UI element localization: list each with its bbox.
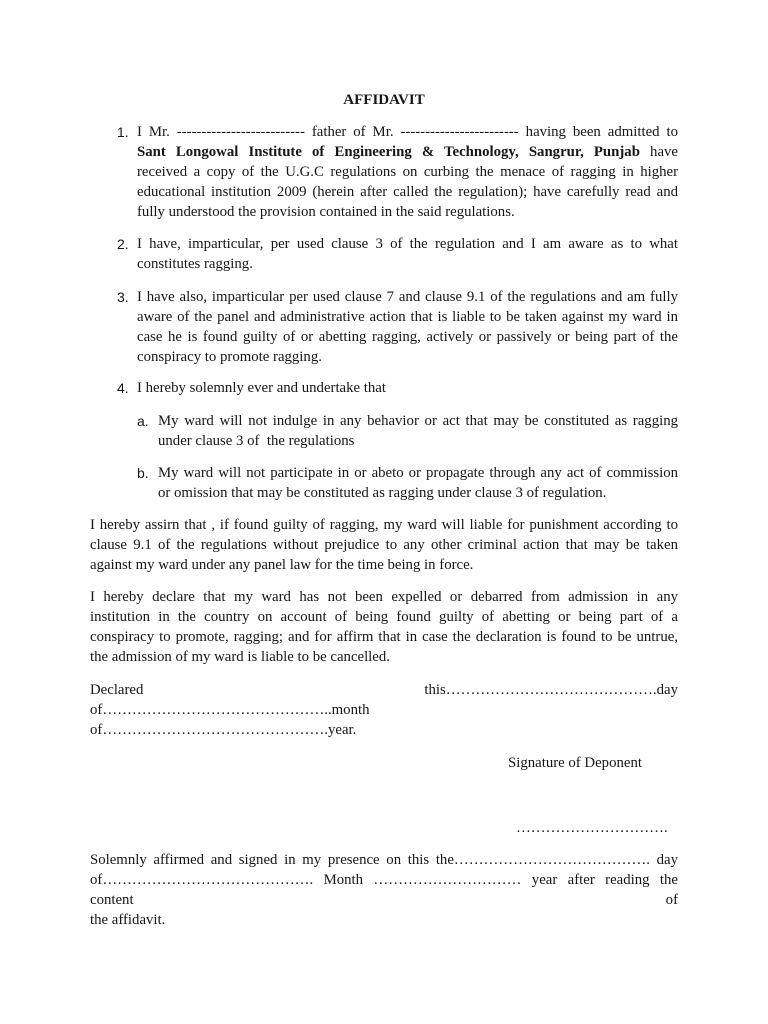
declaration-paragraph <box>90 587 678 667</box>
list-marker: 2. <box>117 236 129 252</box>
attestation-line: the affidavit. <box>90 912 166 928</box>
assurance-paragraph <box>90 515 678 575</box>
attestation-line: of……………………………………. Month ………………………… year after reading the content of <box>90 872 678 908</box>
list-item-3 <box>90 287 678 367</box>
undertaking-b <box>90 463 678 503</box>
list-item-4 <box>90 378 678 398</box>
list-item-line: I hereby solemnly ever and undertake that <box>137 380 386 396</box>
paragraph-line: clause 9.1 of the regulations without prejudice to any other criminal action that may be taken <box>90 537 678 553</box>
list-item-line: I Mr. -------------------------- father of Mr. ------------------------ having been admitted to <box>137 124 678 140</box>
institute-name: Sant Longowal Institute of Engineering & Technology, Sangrur, Punjab <box>137 144 640 160</box>
undertaking-a <box>90 411 678 451</box>
list-item-line: educational institution 2009 (herein after called the regulation); have carefully read and <box>137 184 678 200</box>
sub-list-marker: a. <box>137 413 149 429</box>
signature-line: …………………………. <box>516 820 668 836</box>
list-item-1 <box>90 122 678 222</box>
paragraph-line: the admission of my ward is liable to be cancelled. <box>90 649 390 665</box>
undertaking-line: My ward will not participate in or abeto or propagate through any act of commission <box>158 465 678 481</box>
list-item-line: case he is found guilty of or abetting ragging, actively or passively or being part of the <box>137 329 678 345</box>
declaration-date <box>90 680 678 740</box>
undertaking-line: My ward will not indulge in any behavior or act that may be constituted as ragging <box>158 413 678 429</box>
declaration-date-line: Declared this…………………………………….day of………………………………………..month <box>90 682 678 718</box>
declaration-date-line: of……………………………………….year. <box>90 722 357 738</box>
paragraph-line: conspiracy to promote, ragging; and for affirm that in case the declaration is found to be untrue, <box>90 629 678 645</box>
list-item-line <box>137 142 678 162</box>
list-item-line: fully understood the provision contained in the said regulations. <box>137 204 515 220</box>
list-item-line: aware of the panel and administrative action that is liable to be taken against my ward in <box>137 309 678 325</box>
list-item-line: I have also, imparticular per used clause 7 and clause 9.1 of the regulations and am fully <box>137 289 678 305</box>
list-item-2 <box>90 234 678 274</box>
paragraph-line: I hereby declare that my ward has not been expelled or debarred from admission in any <box>90 589 678 605</box>
paragraph-line: institution in the country on account of being found guilty of abetting or being part of a <box>90 609 678 625</box>
signature-label: Signature of Deponent <box>508 755 642 771</box>
list-marker: 4. <box>117 380 129 396</box>
list-marker: 3. <box>117 289 129 305</box>
undertaking-line: or omission that may be constituted as ragging under clause 3 of regulation. <box>158 485 607 501</box>
sub-list-marker: b. <box>137 465 149 481</box>
list-item-line: constitutes ragging. <box>137 256 253 272</box>
attestation-line: Solemnly affirmed and signed in my presence on this the…………………………………. day <box>90 852 678 868</box>
paragraph-line: I hereby assirn that , if found guilty of ragging, my ward will liable for punishment according to <box>90 517 678 533</box>
list-marker: 1. <box>117 124 129 140</box>
undertaking-line: under clause 3 of the regulations <box>158 433 355 449</box>
paragraph-line: against my ward under any panel law for the time being in force. <box>90 557 474 573</box>
affidavit-body <box>90 90 678 930</box>
list-item-line: I have, imparticular, per used clause 3 of the regulation and I am aware as to what <box>137 236 678 252</box>
list-item-line: received a copy of the U.G.C regulations on curbing the menace of ragging in higher <box>137 164 678 180</box>
list-item-line: conspiracy to promote ragging. <box>137 349 322 365</box>
attestation-paragraph <box>90 850 678 930</box>
document-title: AFFIDAVIT <box>343 92 425 108</box>
list-item-line-text: have <box>650 144 678 160</box>
